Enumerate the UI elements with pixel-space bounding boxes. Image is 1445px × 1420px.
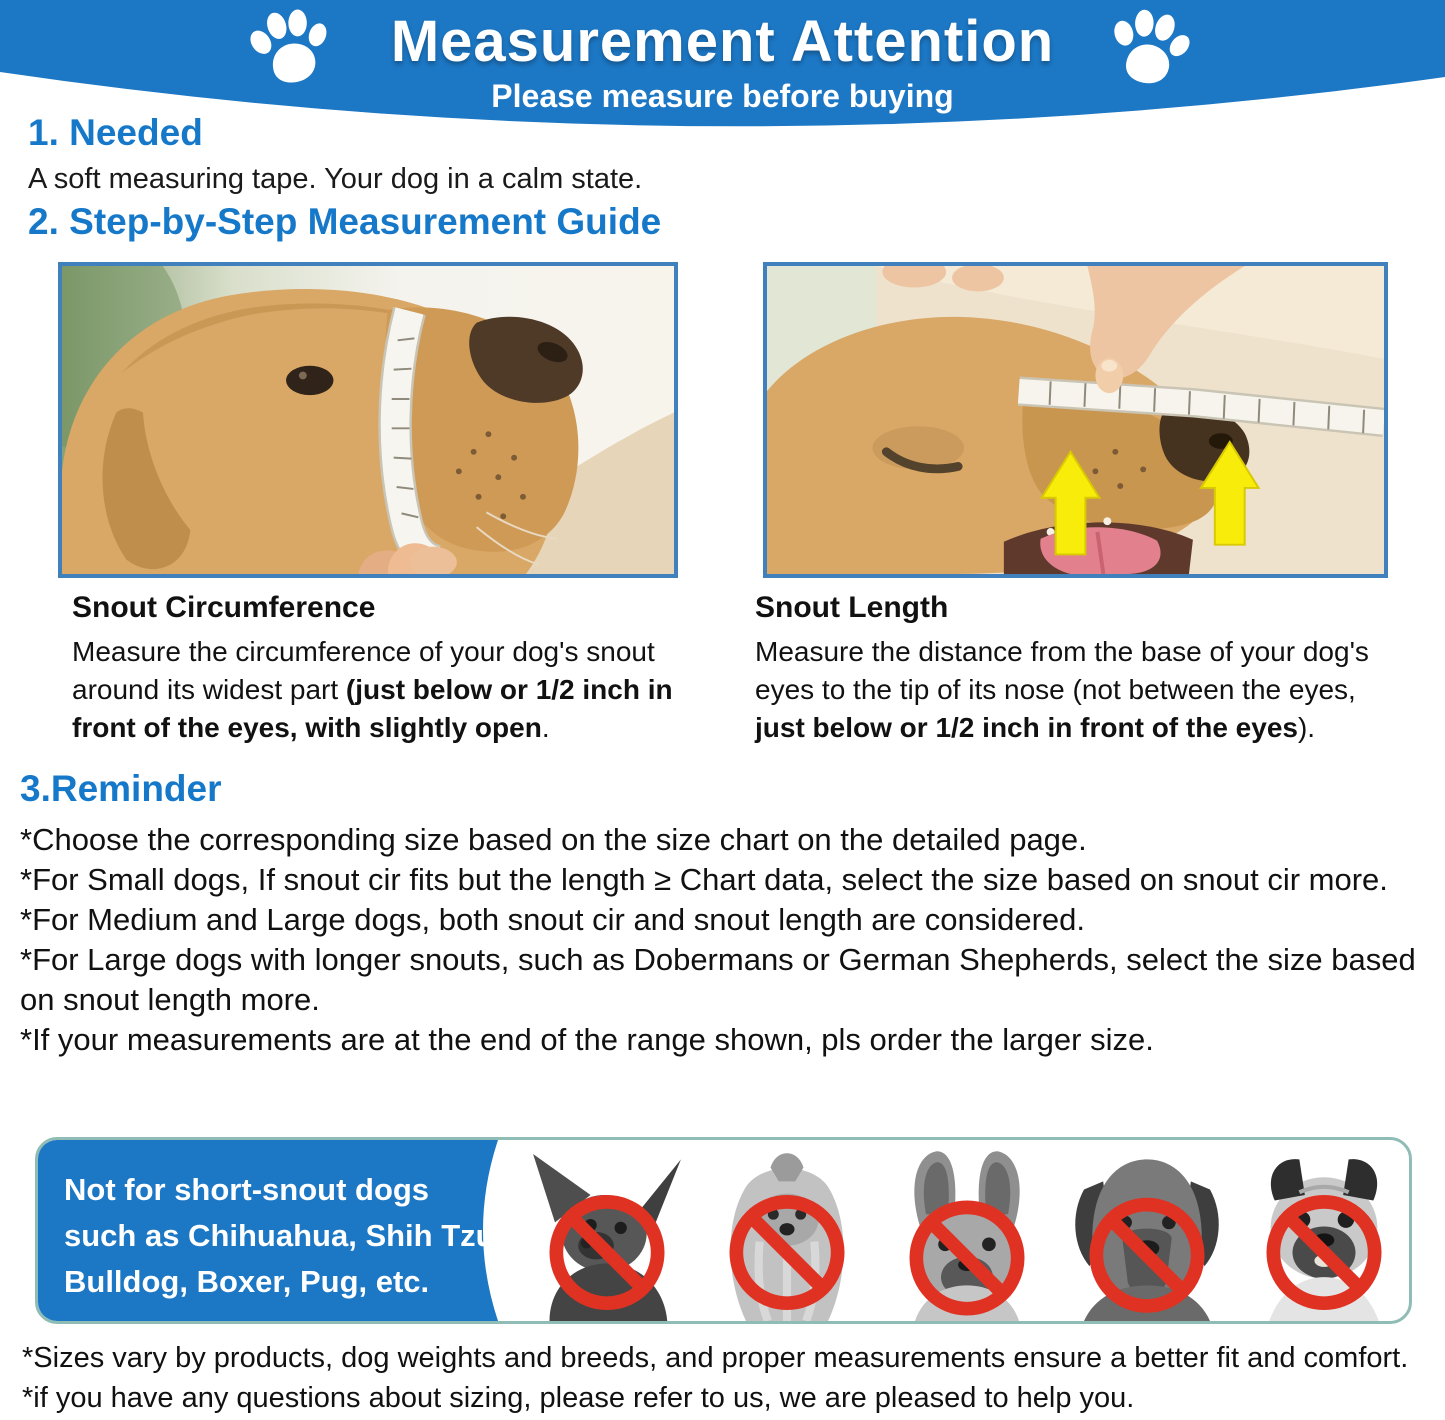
caption-title: Snout Circumference xyxy=(72,591,376,624)
banned-dog-chihuahua xyxy=(521,1143,693,1321)
pug-photo xyxy=(1238,1143,1410,1321)
footer-notes xyxy=(22,1338,1434,1418)
short-snout-warning-banner xyxy=(35,1137,1412,1324)
section-needed-body: A soft measuring tape. Your dog in a calm state. xyxy=(28,163,643,195)
reminder-item: *Choose the corresponding size based on the size chart on the detailed page. xyxy=(20,822,1087,857)
page-title: Measurement Attention xyxy=(390,9,1055,74)
header-banner xyxy=(0,0,1445,180)
reminder-list xyxy=(20,820,1434,1060)
caption-title: Snout Length xyxy=(755,591,949,624)
chihuahua-photo xyxy=(521,1143,693,1321)
banned-dog-boxer xyxy=(1061,1143,1233,1321)
snout-length-caption xyxy=(755,591,1390,747)
page-subtitle: Please measure before buying xyxy=(491,78,954,114)
shih-tzu-photo xyxy=(701,1143,873,1321)
caption-text: Measure the distance from the base of your dog's eyes to the tip of its nose (not between the eyes, just below or 1/2 inch in front of the eyes). xyxy=(755,636,1369,743)
footer-note: *Sizes vary by products, dog weights and breeds, and proper measurements ensure a better fit and comfort. xyxy=(22,1342,1409,1374)
section-needed-heading: 1. Needed xyxy=(28,112,203,153)
caption-text: Measure the circumference of your dog's snout around its widest part (just below or 1/2 inch in front of the eyes, with slightly open. xyxy=(72,636,673,743)
snout-circumference-caption xyxy=(72,591,687,747)
banned-dog-french-bulldog xyxy=(881,1143,1053,1321)
reminder-item: *For Medium and Large dogs, both snout cir and snout length are considered. xyxy=(20,902,1085,937)
warning-line: such as Chihuahua, Shih Tzu, xyxy=(64,1218,504,1253)
warning-line: Not for short-snout dogs xyxy=(64,1172,430,1207)
snout-circumference-illustration xyxy=(62,266,674,574)
warning-text xyxy=(64,1167,503,1305)
snout-circumference-photo xyxy=(58,262,678,578)
snout-length-photo xyxy=(763,262,1388,578)
warning-line: Bulldog, Boxer, Pug, etc. xyxy=(64,1264,430,1299)
section-guide-heading: 2. Step-by-Step Measurement Guide xyxy=(28,201,662,242)
boxer-photo xyxy=(1061,1143,1233,1321)
section-reminder-heading: 3.Reminder xyxy=(20,768,222,809)
reminder-item: *For Small dogs, If snout cir fits but the length ≥ Chart data, select the size based on snout cir more. xyxy=(20,862,1388,897)
banned-dog-shih-tzu xyxy=(701,1143,873,1321)
footer-note: *if you have any questions about sizing, please refer to us, we are pleased to help you. xyxy=(22,1382,1135,1414)
snout-length-illustration xyxy=(767,266,1384,574)
reminder-item: *For Large dogs with longer snouts, such as Dobermans or German Shepherds, select the size based on snout length more. xyxy=(20,942,1416,1017)
french-bulldog-photo xyxy=(881,1143,1053,1321)
banned-dog-pug xyxy=(1238,1143,1410,1321)
reminder-item: *If your measurements are at the end of the range shown, pls order the larger size. xyxy=(20,1022,1154,1057)
